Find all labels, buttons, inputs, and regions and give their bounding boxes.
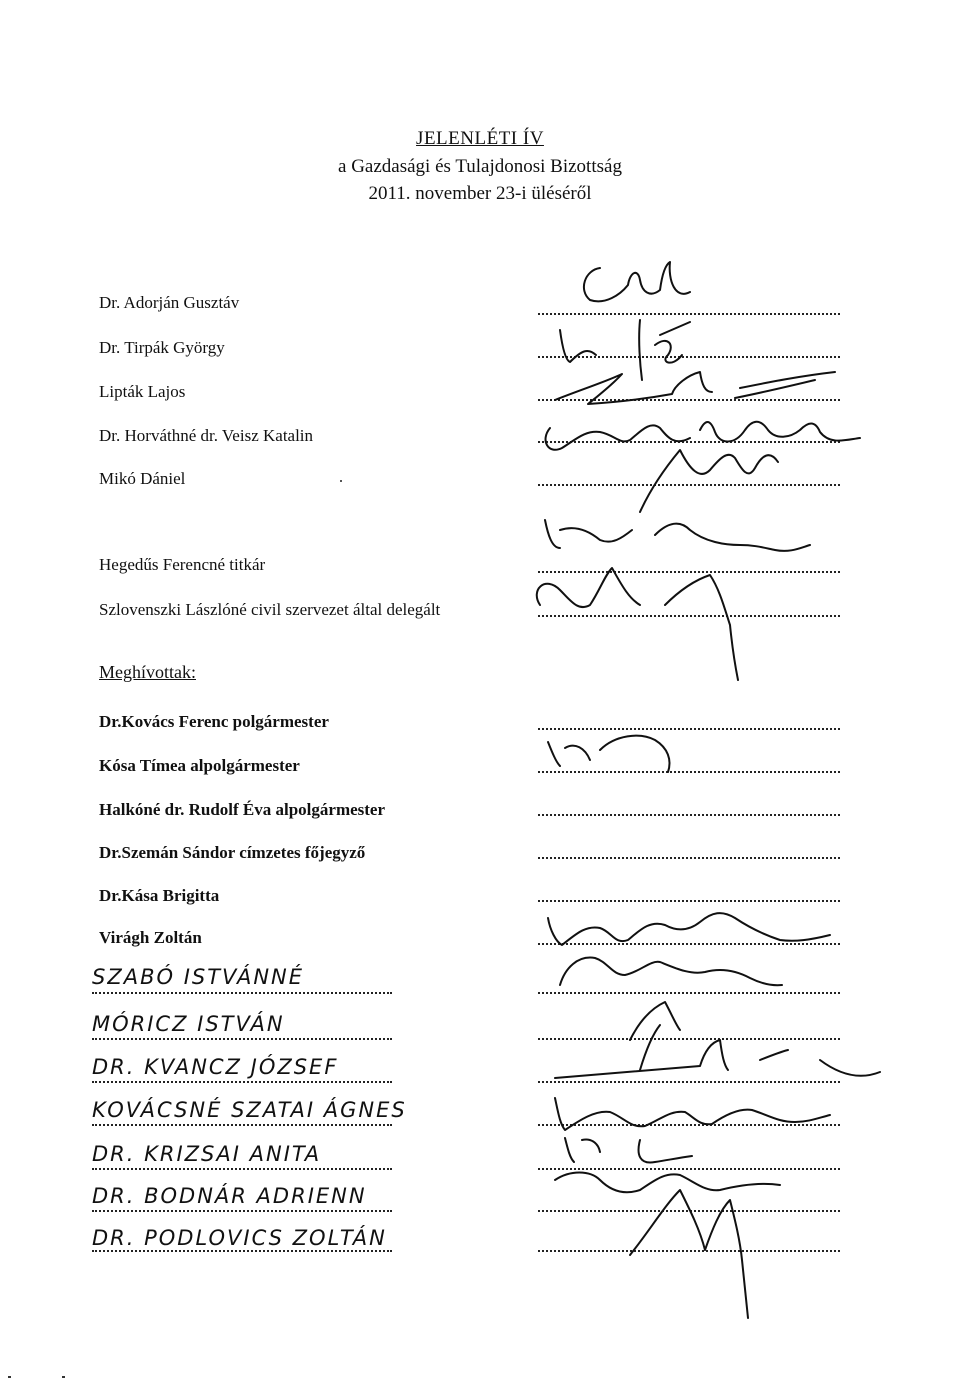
handwritten-name: KOVÁCSNÉ SZATAI ÁGNES (92, 1098, 407, 1122)
invited-name: Halkóné dr. Rudolf Éva alpolgármester (99, 800, 386, 819)
handwritten-name: MÓRICZ ISTVÁN (92, 1012, 285, 1036)
handwritten-name: DR. PODLOVICS ZOLTÁN (92, 1226, 387, 1250)
member-name: Dr. Horváthné dr. Veisz Katalin (99, 426, 314, 445)
invited-section-title: Meghívottak: (99, 662, 196, 682)
invited-name: Kósa Tímea alpolgármester (99, 756, 300, 775)
scan-speck (340, 480, 342, 482)
document-subtitle: a Gazdasági és Tulajdonosi Bizottság (338, 156, 622, 177)
scan-speck (8, 1376, 11, 1378)
invited-name: Virágh Zoltán (99, 928, 202, 947)
staff-name: Szlovenszki Lászlóné civil szervezet által delegált (99, 600, 441, 619)
handwritten-name: SZABÓ ISTVÁNNÉ (92, 965, 305, 989)
handwritten-name: DR. KVANCZ JÓZSEF (92, 1055, 339, 1079)
handwritten-name: DR. KRIZSAI ANITA (92, 1142, 322, 1166)
document-title: JELENLÉTI ÍV (416, 128, 544, 149)
member-name: Lipták Lajos (99, 382, 186, 401)
member-name: Dr. Tirpák György (99, 338, 225, 357)
invited-name: Dr.Kása Brigitta (99, 886, 220, 905)
invited-name: Dr.Szemán Sándor címzetes főjegyző (99, 843, 366, 862)
member-name: Dr. Adorján Gusztáv (99, 293, 240, 312)
invited-name: Dr.Kovács Ferenc polgármester (99, 712, 329, 731)
scan-speck (62, 1376, 65, 1378)
member-name: Mikó Dániel (99, 469, 186, 488)
staff-name: Hegedűs Ferencné titkár (99, 555, 266, 574)
meeting-date: 2011. november 23-i üléséről (368, 183, 592, 204)
handwritten-name: DR. BODNÁR ADRIENN (92, 1184, 367, 1208)
